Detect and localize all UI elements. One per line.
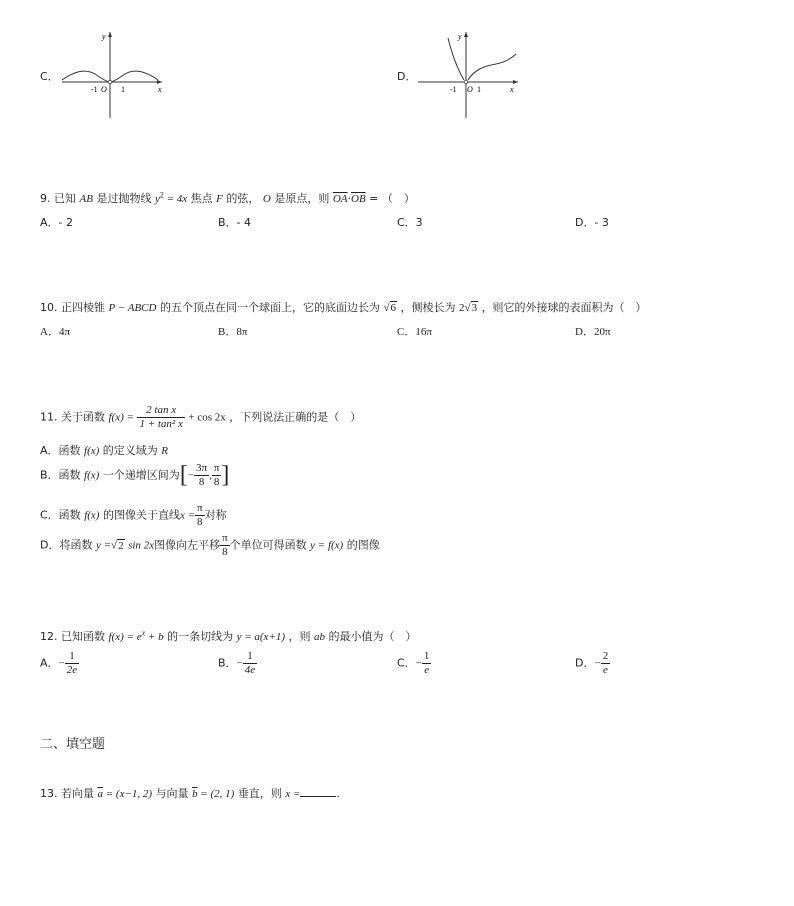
graph-c-origin: O xyxy=(101,85,107,94)
graph-c-y-label: y xyxy=(102,32,106,41)
q10-option-c[interactable]: C．16π xyxy=(397,326,432,338)
graph-c-one: 1 xyxy=(121,85,125,94)
graph-d-x-label: x xyxy=(510,85,514,94)
q11-option-d[interactable]: D．将函数 y =√2 sin 2x图像向左平移 $\frac{\pi}{8}$ 个单位可得函数 y = f(x) 的图像 xyxy=(40,532,380,558)
q11-option-b[interactable]: B．函数 f(x) 一个递增区间为[− $\frac{3\pi}{8}$ , $\frac{\pi}{8}$ ] xyxy=(40,462,230,488)
q12-option-b[interactable]: B．− $\frac{1}{4e}$ xyxy=(218,650,256,676)
q11-option-a[interactable]: A．函数 f(x) 的定义域为 R xyxy=(40,444,169,457)
graph-d-origin: O xyxy=(467,85,473,94)
q10-option-d[interactable]: D．20π xyxy=(575,326,611,338)
question-9-stem: 9. 已知 AB 是过抛物线 $y^2 = 4x$ 焦点 F 的弦， O 是原点，则 $\overline{OA}\cdot\overline{OB}$ = （ ） xyxy=(40,190,415,205)
option-c-label: C． xyxy=(40,70,59,83)
q10-option-a[interactable]: A．4π xyxy=(40,326,70,338)
q9-option-d[interactable]: D．- 3 xyxy=(575,216,609,229)
option-d-label: D． xyxy=(397,70,417,83)
graph-c-neg1: -1 xyxy=(91,85,98,94)
question-13-stem: 13. 若向量 $\overline{a} = (x-1$, 2) 与向量 $\overline{b} = (2$, 1) 垂直，则 x = . xyxy=(40,787,340,800)
section-heading-fill-in: 二、填空题 xyxy=(40,737,106,752)
graph-c xyxy=(58,28,168,120)
graph-c-x-label: x xyxy=(158,85,162,94)
q12-option-c[interactable]: C．− $\frac{1}{e}$ xyxy=(397,650,430,676)
q9-option-a[interactable]: A．- 2 xyxy=(40,216,73,229)
graph-d-neg1: -1 xyxy=(450,85,457,94)
question-11-stem: 11. 关于函数 f(x) = $\frac{\text{2 tan x}}{\text{1 + tan² x}}$ + cos 2x ，下列说法正确的是（ ） xyxy=(40,404,362,430)
graph-d-y-label: y xyxy=(458,32,462,41)
q9-option-b[interactable]: B．- 4 xyxy=(218,216,252,229)
q11-option-c[interactable]: C．函数 f(x) 的图像关于直线x = $\frac{\pi}{8}$ 对称 xyxy=(40,502,227,528)
graph-d xyxy=(414,28,524,120)
q12-option-d[interactable]: D．− $\frac{2}{e}$ xyxy=(575,650,609,676)
q10-option-b[interactable]: B．8π xyxy=(218,326,248,338)
graph-d-one: 1 xyxy=(477,85,481,94)
question-10-stem: 10. 正四棱锥 P − ABCD 的五个顶点在同一个球面上，它的底面边长为 √6 ，侧棱长为 2√3 ，则它的外接球的表面积为（ ） xyxy=(40,301,647,314)
q12-option-a[interactable]: A．− $\frac{1}{2e}$ xyxy=(40,650,78,676)
q9-option-c[interactable]: C．3 xyxy=(397,216,423,229)
question-12-stem: 12. 已知函数 $f(x) = e^x + b$ 的一条切线为 y = a(x+1) ，则 ab 的最小值为（ ） xyxy=(40,628,417,643)
answer-blank[interactable] xyxy=(300,796,336,797)
